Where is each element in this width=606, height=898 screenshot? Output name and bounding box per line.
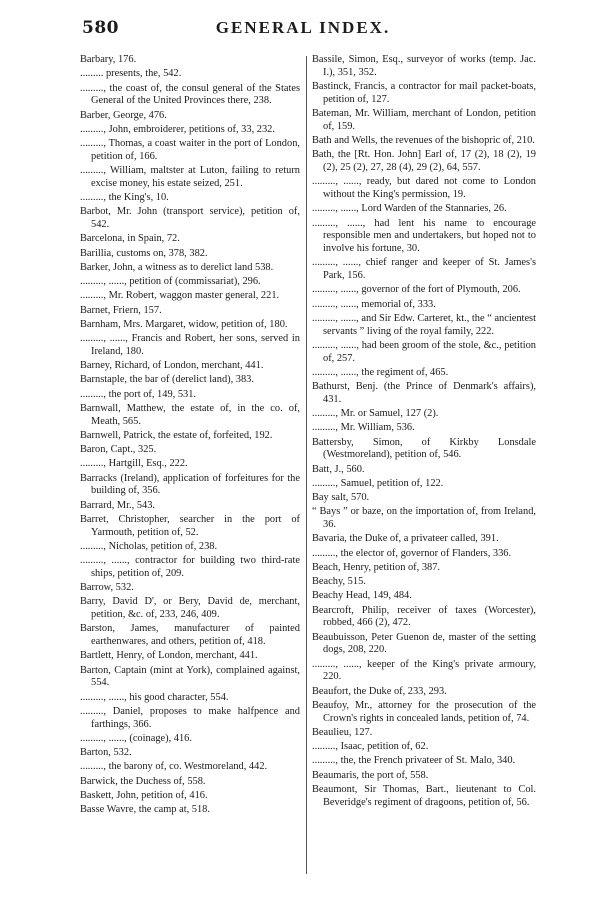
index-entry: ........., Nicholas, petition of, 238. xyxy=(80,540,218,552)
index-entry: Beaufort, the Duke of, 233, 293. xyxy=(312,685,447,697)
index-entry: ........., ......, ready, but dared not come to London without the King's permission, 19. xyxy=(312,176,536,200)
index-entry: Bartlett, Henry, of London, merchant, 441. xyxy=(80,650,258,662)
index-entry: Barnwell, Patrick, the estate of, forfeited, 192. xyxy=(80,429,273,441)
index-entry: ........., ......, his good character, 554. xyxy=(80,691,229,703)
index-entry: Bath, the [Rt. Hon. John] Earl of, 17 (2), 18 (2), 19 (2), 25 (2), 27, 28 (4), 29 (2), 64, 557. xyxy=(312,149,536,173)
index-entry: ........., ......, the regiment of, 465. xyxy=(312,366,449,378)
index-entry: Bathurst, Benj. (the Prince of Denmark's affairs), 431. xyxy=(312,381,536,405)
index-entry: ........., Isaac, petition of, 62. xyxy=(312,741,429,752)
index-entry: ........., ......, petition of (commissariat), 296. xyxy=(80,276,261,287)
index-entry: Barton, 532. xyxy=(80,747,132,758)
index-entry: “ Bays ” or baze, on the importation of, from Ireland, 36. xyxy=(312,506,536,530)
index-entry: Beaulieu, 127. xyxy=(312,726,373,738)
index-entry: Beaubuisson, Peter Guenon de, master of the setting dogs, 208, 220. xyxy=(312,631,536,656)
index-entry: Basse Wavre, the camp at, 518. xyxy=(80,804,210,815)
index-entry: Bastinck, Francis, a contractor for mail packet-boats, petition of, 127. xyxy=(312,81,536,105)
index-entry: ........., ......, chief ranger and keeper of St. James's Park, 156. xyxy=(312,257,536,281)
index-entry: Bavaria, the Duke of, a privateer called, 391. xyxy=(312,533,499,545)
index-entry: ........., ......, had been groom of the stole, &c., petition of, 257. xyxy=(312,339,536,364)
index-entry: Barillia, customs on, 378, 382. xyxy=(80,247,208,259)
running-head: GENERAL INDEX. xyxy=(215,18,391,37)
index-entry: Barbary, 176. xyxy=(80,54,137,65)
index-entry: ........., ......, contractor for building two third-rate ships, petition of, 209. xyxy=(80,555,300,579)
index-entry: Beaumont, Sir Thomas, Bart., lieutenant to Col. Beveridge's regiment of dragoons, petition of, 56. xyxy=(312,783,536,808)
index-entry: ........., Thomas, a coast waiter in the port of London, petition of, 166. xyxy=(80,138,300,162)
index-entry: Bay salt, 570. xyxy=(312,492,370,503)
index-entry: Barbot, Mr. John (transport service), petition of, 542. xyxy=(80,206,300,230)
index-entry: ........., ......, governor of the fort of Plymouth, 206. xyxy=(312,284,521,296)
index-entry: Bateman, Mr. William, merchant of London, petition of, 159. xyxy=(312,108,536,132)
index-entry: Barcelona, in Spain, 72. xyxy=(80,233,180,245)
index-entry: ........., the, the French privateer of St. Malo, 340. xyxy=(312,755,516,767)
index-entry: Beach, Henry, petition of, 387. xyxy=(312,561,441,573)
index-entry: ........., Samuel, petition of, 122. xyxy=(312,477,444,489)
index-entry: Beaufoy, Mr., attorney for the prosecution of the Crown's rights in concealed lands, petition of, 74. xyxy=(312,699,536,724)
index-entry: ........., ......, keeper of the King's private armoury, 220. xyxy=(312,658,536,683)
index-entry: Barker, John, a witness as to derelict land 538. xyxy=(80,261,274,273)
index-entry: Baskett, John, petition of, 416. xyxy=(80,789,208,801)
index-column-right xyxy=(312,54,536,811)
index-entry: ........., ......, and Sir Edw. Carteret, kt., the “ ancientest servants ” living of the royal family, 222. xyxy=(312,312,536,337)
index-entry: Barry, David D', or Bery, David de, merchant, petition, &c. of, 233, 246, 409. xyxy=(80,596,300,620)
index-entry: Barnwall, Matthew, the estate of, in the co. of, Meath, 565. xyxy=(80,402,300,427)
index-entry: Batt, J., 560. xyxy=(312,463,365,475)
index-entry: Beachy, 515. xyxy=(312,576,366,587)
index-entry: ........., ......, memorial of, 333. xyxy=(312,298,436,310)
index-entry: ........., William, maltster at Luton, failing to return excise money, his estate seized, 251. xyxy=(80,165,300,189)
index-entry: ........., the port of, 149, 531. xyxy=(80,388,197,400)
index-entry: ........., the King's, 10. xyxy=(80,192,169,203)
index-entry: Bath and Wells, the revenues of the bishopric of, 210. xyxy=(312,135,535,146)
index-column-left xyxy=(80,54,300,818)
index-entry: Barwick, the Duchess of, 558. xyxy=(80,775,206,787)
index-entry: Barton, Captain (mint at York), complained against, 554. xyxy=(80,664,300,689)
index-entry: Beachy Head, 149, 484. xyxy=(312,590,412,602)
index-entry: ........., Mr. Robert, waggon master general, 221. xyxy=(80,290,280,302)
index-entry: Barrard, Mr., 543. xyxy=(80,499,156,511)
index-entry: Bassile, Simon, Esq., surveyor of works (temp. Jac. I.), 351, 352. xyxy=(312,54,536,78)
index-entry: Barnham, Mrs. Margaret, widow, petition of, 180. xyxy=(80,318,288,330)
index-entry: ........., Hartgill, Esq., 222. xyxy=(80,458,188,470)
index-entry: ........., Daniel, proposes to make halfpence and farthings, 366. xyxy=(80,705,300,730)
index-entry: Barber, George, 476. xyxy=(80,109,167,121)
index-entry: Beaumaris, the port of, 558. xyxy=(312,769,429,781)
index-entry: Barston, James, manufacturer of painted earthenwares, and others, petition of, 418. xyxy=(80,623,300,647)
index-entry: ........., Mr. William, 536. xyxy=(312,422,415,434)
index-entry: Bearcroft, Philip, receiver of taxes (Worcester), robbed, 466 (2), 472. xyxy=(312,604,536,629)
index-entry: ......... presents, the, 542. xyxy=(80,68,182,80)
index-entry: Barrow, 532. xyxy=(80,582,134,593)
index-entry: Barracks (Ireland), application of forfeitures for the building of, 356. xyxy=(80,472,300,497)
column-divider xyxy=(306,56,307,874)
index-entry: ........., ......, Francis and Robert, her sons, served in Ireland, 180. xyxy=(80,333,300,357)
index-entry: Barney, Richard, of London, merchant, 441. xyxy=(80,360,264,371)
index-entry: Barnstaple, the bar of (derelict land), 383. xyxy=(80,374,254,386)
index-entry: ........., ......, Lord Warden of the Stannaries, 26. xyxy=(312,203,507,215)
index-entry: Barret, Christopher, searcher in the port of Yarmouth, petition of, 52. xyxy=(80,513,300,538)
index-entry: ........., ......, (coinage), 416. xyxy=(80,732,192,744)
index-entry: ........., ......, had lent his name to encourage responsible men and undertakers, but hoped not to involve his fortune, 30. xyxy=(312,217,536,254)
index-entry: Barnet, Friern, 157. xyxy=(80,304,162,316)
index-entry: ........., Mr. or Samuel, 127 (2). xyxy=(312,408,439,419)
index-entry: ........., the coast of, the consul general of the States General of the United Provinces there, 238. xyxy=(80,82,300,107)
page-number: 580 xyxy=(82,18,119,38)
index-entry: ........., the barony of, co. Westmoreland, 442. xyxy=(80,761,268,773)
index-entry: Baron, Capt., 325. xyxy=(80,444,157,455)
index-entry: ........., John, embroiderer, petitions of, 33, 232. xyxy=(80,123,275,135)
index-entry: ........., the elector of, governor of Flanders, 336. xyxy=(312,547,512,559)
index-entry: Battersby, Simon, of Kirkby Lonsdale (Westmoreland), petition of, 546. xyxy=(312,436,536,461)
